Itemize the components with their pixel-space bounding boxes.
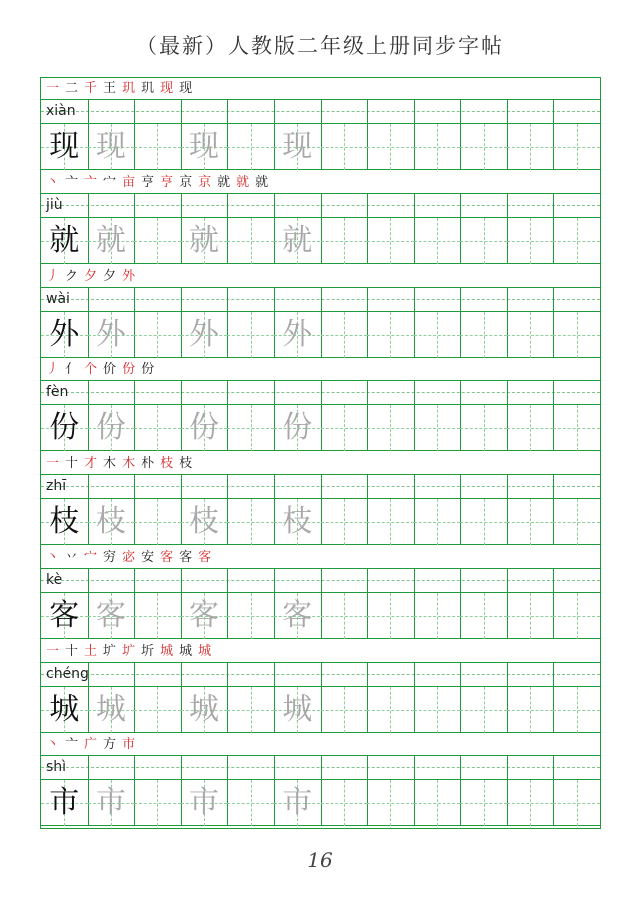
- model-character-cell: [41, 593, 88, 639]
- pinyin-row: [41, 663, 600, 687]
- trace-character-cell[interactable]: [274, 499, 321, 545]
- pinyin-label: shì: [46, 759, 67, 776]
- practice-cell[interactable]: [134, 499, 181, 545]
- practice-cell[interactable]: [227, 124, 274, 170]
- trace-character: 客: [95, 597, 126, 633]
- trace-character-cell[interactable]: [88, 499, 135, 545]
- stroke-step: ク: [65, 268, 79, 284]
- stroke-step: 客: [179, 549, 193, 565]
- practice-cell[interactable]: [460, 780, 507, 826]
- trace-character: 份: [189, 410, 220, 446]
- trace-character: 份: [282, 410, 313, 446]
- character-block: [41, 734, 600, 828]
- stroke-step: 王: [103, 81, 117, 96]
- trace-character: 现: [95, 129, 126, 164]
- pinyin-label: chéng: [46, 665, 89, 682]
- trace-character-cell[interactable]: [274, 218, 321, 264]
- practice-cell[interactable]: [367, 687, 414, 733]
- stroke-step: 亨: [141, 174, 155, 190]
- practice-cell[interactable]: [553, 499, 600, 545]
- practice-cell[interactable]: [227, 780, 274, 826]
- stroke-step: 土: [84, 643, 98, 659]
- tian-grid-row: [41, 405, 600, 451]
- character-block: [41, 641, 600, 735]
- trace-character-cell[interactable]: [88, 405, 135, 451]
- trace-character-cell[interactable]: [181, 405, 228, 451]
- stroke-step: 亩: [122, 174, 136, 190]
- trace-character: 就: [189, 222, 220, 258]
- stroke-step: 才: [84, 456, 98, 471]
- character-block: [41, 172, 600, 266]
- trace-character: 市: [282, 785, 313, 821]
- practice-cell[interactable]: [134, 312, 181, 358]
- practice-cell[interactable]: [507, 780, 554, 826]
- stroke-step: 个: [84, 362, 98, 378]
- pinyin-label: zhī: [46, 478, 67, 494]
- pinyin-row: [41, 475, 600, 499]
- practice-cell[interactable]: [367, 218, 414, 264]
- pinyin-row: [41, 100, 600, 124]
- model-character-cell: [41, 780, 88, 826]
- practice-cell[interactable]: [553, 780, 600, 826]
- pinyin-label: wài: [46, 290, 70, 307]
- practice-cell[interactable]: [321, 499, 368, 545]
- trace-character: 市: [189, 785, 220, 821]
- practice-cell[interactable]: [553, 405, 600, 451]
- trace-character: 外: [95, 316, 126, 352]
- stroke-step: 夕: [84, 268, 98, 284]
- practice-cell[interactable]: [134, 687, 181, 733]
- stroke-step: 木: [122, 456, 136, 471]
- practice-cell[interactable]: [414, 687, 461, 733]
- practice-cell[interactable]: [507, 312, 554, 358]
- trace-character-cell[interactable]: [181, 124, 228, 170]
- trace-character: 城: [282, 691, 313, 727]
- tian-grid-row: [41, 124, 600, 170]
- trace-character: 枝: [95, 504, 126, 539]
- stroke-step: 亠: [65, 174, 79, 190]
- character-block: [41, 266, 600, 360]
- practice-cell[interactable]: [134, 218, 181, 264]
- model-character: 枝: [49, 504, 80, 539]
- page-number: 16: [307, 848, 333, 872]
- trace-character: 客: [189, 597, 220, 633]
- practice-cell[interactable]: [367, 780, 414, 826]
- stroke-step: 价: [103, 362, 117, 378]
- practice-cell[interactable]: [134, 124, 181, 170]
- trace-character-cell[interactable]: [274, 312, 321, 358]
- trace-character-cell[interactable]: [181, 312, 228, 358]
- pinyin-row: [41, 756, 600, 780]
- stroke-step: 枝: [179, 456, 193, 471]
- model-character: 城: [49, 691, 80, 727]
- practice-cell[interactable]: [414, 780, 461, 826]
- stroke-step: 二: [65, 81, 79, 96]
- trace-character: 份: [95, 410, 126, 446]
- trace-character: 就: [282, 222, 313, 258]
- stroke-step: 广: [84, 737, 98, 753]
- model-character-cell: [41, 405, 88, 451]
- trace-character: 客: [282, 597, 313, 633]
- stroke-step: 城: [179, 643, 193, 659]
- stroke-step: 穷: [103, 549, 117, 565]
- trace-character-cell[interactable]: [274, 687, 321, 733]
- character-block: [41, 453, 600, 547]
- model-character: 市: [49, 785, 80, 821]
- stroke-step: 玑: [122, 81, 136, 96]
- practice-cell[interactable]: [227, 405, 274, 451]
- practice-cell[interactable]: [321, 124, 368, 170]
- practice-cell[interactable]: [460, 405, 507, 451]
- trace-character: 枝: [282, 504, 313, 539]
- stroke-order-row: [41, 734, 600, 756]
- pinyin-label: fèn: [46, 384, 69, 401]
- practice-cell[interactable]: [227, 593, 274, 639]
- stroke-step: 城: [198, 643, 212, 659]
- trace-character-cell[interactable]: [88, 124, 135, 170]
- stroke-step: 圹: [122, 643, 136, 659]
- stroke-step: 京: [198, 174, 212, 190]
- practice-cell[interactable]: [321, 593, 368, 639]
- stroke-step: 安: [141, 549, 155, 565]
- trace-character-cell[interactable]: [88, 312, 135, 358]
- stroke-step: 就: [255, 174, 269, 190]
- trace-character-cell[interactable]: [274, 593, 321, 639]
- tian-grid-row: [41, 593, 600, 639]
- practice-cell[interactable]: [414, 124, 461, 170]
- stroke-step: 千: [84, 81, 98, 96]
- stroke-step: 丿: [46, 268, 60, 284]
- stroke-step: 客: [160, 549, 174, 565]
- model-character-cell: [41, 124, 88, 170]
- practice-cell[interactable]: [321, 780, 368, 826]
- stroke-step: 玑: [141, 81, 155, 96]
- practice-cell[interactable]: [507, 687, 554, 733]
- practice-cell[interactable]: [367, 124, 414, 170]
- practice-cell[interactable]: [460, 312, 507, 358]
- stroke-step: 客: [198, 549, 212, 565]
- practice-cell[interactable]: [553, 312, 600, 358]
- stroke-step: 亨: [160, 174, 174, 190]
- practice-cell[interactable]: [553, 218, 600, 264]
- practice-cell[interactable]: [367, 593, 414, 639]
- stroke-step: 朴: [141, 456, 155, 471]
- practice-cell[interactable]: [227, 218, 274, 264]
- trace-character: 现: [189, 129, 220, 164]
- stroke-step: 圹: [103, 643, 117, 659]
- practice-cell[interactable]: [507, 218, 554, 264]
- stroke-step: 夕: [103, 268, 117, 284]
- stroke-step: 就: [236, 174, 250, 190]
- pinyin-row: [41, 381, 600, 405]
- trace-character-cell[interactable]: [88, 687, 135, 733]
- trace-character: 枝: [189, 504, 220, 539]
- stroke-step: 份: [141, 362, 155, 378]
- stroke-step: 现: [179, 81, 193, 96]
- stroke-step: 木: [103, 456, 117, 471]
- trace-character-cell[interactable]: [88, 218, 135, 264]
- stroke-step: 宀: [103, 174, 117, 190]
- trace-character-cell[interactable]: [181, 499, 228, 545]
- trace-character: 现: [282, 129, 313, 164]
- practice-cell[interactable]: [507, 593, 554, 639]
- stroke-step: 亠: [65, 737, 79, 753]
- stroke-step: 枝: [160, 456, 174, 471]
- practice-cell[interactable]: [553, 593, 600, 639]
- trace-character-cell[interactable]: [88, 780, 135, 826]
- stroke-step: 亠: [84, 174, 98, 190]
- trace-character-cell[interactable]: [181, 687, 228, 733]
- pinyin-label: xiàn: [46, 103, 76, 119]
- practice-cell[interactable]: [321, 687, 368, 733]
- trace-character-cell[interactable]: [88, 593, 135, 639]
- trace-character-cell[interactable]: [181, 593, 228, 639]
- model-character-cell: [41, 687, 88, 733]
- stroke-step: 份: [122, 362, 136, 378]
- practice-cell[interactable]: [507, 124, 554, 170]
- trace-character: 城: [189, 691, 220, 727]
- stroke-step: 丶: [46, 549, 60, 565]
- trace-character: 城: [95, 691, 126, 727]
- practice-cell[interactable]: [460, 499, 507, 545]
- pinyin-label: jiù: [46, 196, 63, 213]
- practice-cell[interactable]: [460, 218, 507, 264]
- model-character-cell: [41, 218, 88, 264]
- practice-cell[interactable]: [227, 687, 274, 733]
- practice-cell[interactable]: [321, 218, 368, 264]
- stroke-step: 圻: [141, 643, 155, 659]
- stroke-order-row: [41, 641, 600, 663]
- character-block: [41, 359, 600, 453]
- practice-cell[interactable]: [414, 405, 461, 451]
- stroke-step: 一: [46, 456, 60, 471]
- pinyin-label: kè: [46, 571, 63, 588]
- stroke-step: 丶: [46, 737, 60, 753]
- stroke-step: 丷: [65, 549, 79, 565]
- practice-cell[interactable]: [134, 405, 181, 451]
- model-character-cell: [41, 312, 88, 358]
- trace-character: 就: [95, 222, 126, 258]
- pinyin-row: [41, 569, 600, 593]
- pinyin-row: [41, 194, 600, 218]
- practice-cell[interactable]: [507, 405, 554, 451]
- stroke-order-row: [41, 266, 600, 288]
- practice-cell[interactable]: [414, 499, 461, 545]
- pinyin-row: [41, 288, 600, 312]
- practice-cell[interactable]: [553, 124, 600, 170]
- tian-grid-row: [41, 218, 600, 264]
- practice-cell[interactable]: [414, 218, 461, 264]
- practice-cell[interactable]: [507, 499, 554, 545]
- practice-cell[interactable]: [321, 405, 368, 451]
- model-character: 就: [49, 222, 80, 258]
- stroke-step: 现: [160, 81, 174, 96]
- model-character: 份: [49, 410, 80, 446]
- stroke-step: 京: [179, 174, 193, 190]
- stroke-order-row: [41, 453, 600, 475]
- stroke-order-row: [41, 172, 600, 194]
- trace-character-cell[interactable]: [274, 780, 321, 826]
- practice-cell[interactable]: [134, 780, 181, 826]
- stroke-order-row: [41, 359, 600, 381]
- practice-cell[interactable]: [553, 687, 600, 733]
- model-character: 外: [49, 316, 80, 352]
- trace-character-cell[interactable]: [274, 124, 321, 170]
- character-block: [41, 547, 600, 641]
- practice-cell[interactable]: [414, 593, 461, 639]
- stroke-step: 十: [65, 456, 79, 471]
- copybook-sheet: [40, 77, 601, 829]
- trace-character-cell[interactable]: [181, 780, 228, 826]
- practice-cell[interactable]: [134, 593, 181, 639]
- stroke-step: 丿: [46, 362, 60, 378]
- stroke-step: 丶: [46, 174, 60, 190]
- practice-cell[interactable]: [367, 312, 414, 358]
- stroke-step: 宓: [122, 549, 136, 565]
- practice-cell[interactable]: [367, 405, 414, 451]
- practice-cell[interactable]: [414, 312, 461, 358]
- character-block: [41, 78, 600, 172]
- stroke-step: 就: [217, 174, 231, 190]
- stroke-step: 亻: [65, 362, 79, 378]
- practice-cell[interactable]: [367, 499, 414, 545]
- tian-grid-row: [41, 780, 600, 826]
- trace-character-cell[interactable]: [274, 405, 321, 451]
- trace-character: 市: [95, 785, 126, 821]
- stroke-step: 宀: [84, 549, 98, 565]
- stroke-step: 一: [46, 81, 60, 96]
- stroke-step: 方: [103, 737, 117, 753]
- tian-grid-row: [41, 687, 600, 733]
- practice-cell[interactable]: [227, 312, 274, 358]
- model-character: 客: [49, 597, 80, 633]
- model-character: 现: [49, 129, 80, 164]
- trace-character: 外: [189, 316, 220, 352]
- stroke-step: 十: [65, 643, 79, 659]
- stroke-order-row: [41, 78, 600, 100]
- tian-grid-row: [41, 499, 600, 545]
- trace-character-cell[interactable]: [181, 218, 228, 264]
- practice-cell[interactable]: [460, 687, 507, 733]
- trace-character: 外: [282, 316, 313, 352]
- page-title: （最新）人教版二年级上册同步字帖: [136, 34, 504, 58]
- practice-cell[interactable]: [460, 124, 507, 170]
- practice-cell[interactable]: [321, 312, 368, 358]
- stroke-step: 外: [122, 268, 136, 284]
- practice-cell[interactable]: [227, 499, 274, 545]
- stroke-order-row: [41, 547, 600, 569]
- stroke-step: 一: [46, 643, 60, 659]
- model-character-cell: [41, 499, 88, 545]
- stroke-step: 市: [122, 737, 136, 753]
- tian-grid-row: [41, 312, 600, 358]
- practice-cell[interactable]: [460, 593, 507, 639]
- stroke-step: 城: [160, 643, 174, 659]
